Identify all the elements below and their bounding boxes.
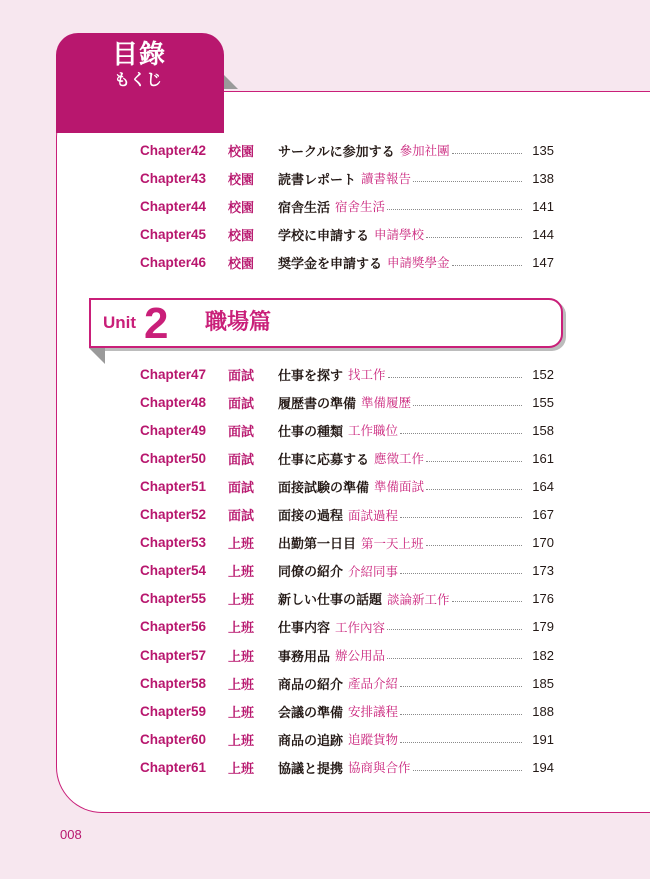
chapter-label: Chapter51: [140, 478, 207, 494]
page-ref: 155: [532, 394, 554, 410]
japanese-title: 仕事に応募する: [278, 452, 370, 468]
dot-leader: [387, 199, 522, 210]
chinese-title: 第一天上班: [361, 535, 424, 551]
japanese-title: 協議と提携: [278, 761, 344, 777]
dot-leader: [388, 367, 522, 378]
toc-entry[interactable]: [140, 729, 554, 749]
chapter-label: Chapter53: [140, 535, 207, 551]
page-number: 008: [60, 827, 82, 842]
japanese-title: 会議の準備: [278, 705, 344, 721]
chapter-label: Chapter60: [140, 731, 207, 747]
category-label: 上班: [228, 621, 255, 637]
category-label: 上班: [228, 537, 255, 553]
japanese-title: 仕事内容: [278, 621, 331, 637]
dot-leader: [426, 451, 522, 462]
chinese-title: 申請獎學金: [387, 255, 450, 270]
chinese-title: 產品介紹: [348, 676, 399, 692]
japanese-title: 仕事を探す: [278, 368, 344, 384]
chapter-label: Chapter58: [140, 675, 207, 691]
category-label: 校園: [228, 200, 255, 216]
category-label: 校園: [228, 144, 255, 160]
chinese-title: 介紹同事: [348, 563, 399, 579]
chapter-label: Chapter43: [140, 170, 207, 186]
category-label: 面試: [228, 480, 255, 496]
page-ref: 191: [532, 731, 554, 747]
chinese-title: 協商與合作: [348, 760, 411, 776]
japanese-title: 商品の紹介: [278, 677, 344, 693]
chapter-label: Chapter45: [140, 226, 207, 242]
japanese-title: 面接試験の準備: [278, 480, 370, 496]
toc-entry[interactable]: [140, 757, 554, 777]
toc-entry[interactable]: [140, 224, 554, 244]
page-ref: 188: [532, 703, 554, 719]
category-label: 上班: [228, 649, 255, 665]
japanese-title: 新しい仕事の話題: [278, 593, 383, 609]
page-ref: 141: [532, 198, 554, 214]
toc-entry[interactable]: [140, 420, 554, 440]
japanese-title: 同僚の紹介: [278, 565, 344, 581]
category-label: 校園: [228, 228, 255, 244]
dot-leader: [400, 507, 522, 518]
toc-entry[interactable]: [140, 533, 554, 553]
chapter-label: Chapter56: [140, 619, 207, 635]
chinese-title: 工作內容: [335, 619, 386, 635]
category-label: 面試: [228, 396, 255, 412]
chinese-title: 讀書報告: [361, 171, 412, 186]
chapter-label: Chapter61: [140, 759, 207, 775]
page-ref: 147: [532, 254, 554, 270]
page-ref: 179: [532, 619, 554, 635]
japanese-title: 出勤第一日目: [278, 537, 357, 553]
chapter-label: Chapter48: [140, 394, 207, 410]
dot-leader: [387, 648, 522, 659]
chapter-label: Chapter57: [140, 647, 207, 663]
toc-entry[interactable]: [140, 673, 554, 693]
chinese-title: 準備面試: [374, 479, 425, 495]
category-label: 面試: [228, 424, 255, 440]
unit-label: Unit: [103, 313, 137, 332]
page-ref: 164: [532, 478, 554, 494]
toc-entry[interactable]: [140, 701, 554, 721]
chinese-title: 談論新工作: [387, 591, 450, 607]
chapter-label: Chapter52: [140, 507, 207, 522]
dot-leader: [400, 676, 522, 687]
toc-entry[interactable]: [140, 448, 554, 468]
chinese-title: 參加社團: [399, 143, 450, 158]
category-label: 面試: [228, 509, 255, 524]
dot-leader: [400, 563, 522, 574]
page-ref: 138: [532, 170, 554, 186]
chapter-label: Chapter46: [140, 254, 207, 270]
toc-entry[interactable]: [140, 589, 554, 609]
category-label: 上班: [228, 761, 255, 777]
dot-leader: [387, 619, 522, 630]
dot-leader: [452, 143, 522, 154]
category-label: 校園: [228, 172, 255, 188]
page-ref: 182: [532, 647, 554, 663]
dot-leader: [452, 255, 522, 266]
page-ref: 173: [532, 563, 554, 579]
chapter-label: Chapter55: [140, 591, 207, 607]
dot-leader: [426, 479, 522, 490]
chinese-title: 應徵工作: [374, 451, 425, 467]
page-ref: 158: [532, 422, 554, 438]
chinese-title: 準備履歷: [361, 395, 412, 411]
chapter-label: Chapter59: [140, 703, 207, 719]
unit-banner-fold: [89, 348, 105, 364]
chinese-title: 工作職位: [348, 423, 399, 439]
unit-number: 2: [144, 299, 169, 348]
toc-entry[interactable]: [140, 252, 554, 272]
page-ref: 170: [532, 535, 554, 551]
chinese-title: 安排議程: [348, 704, 399, 720]
toc-entry[interactable]: [140, 505, 554, 525]
japanese-title: 履歴書の準備: [278, 396, 357, 412]
toc-entry[interactable]: [140, 364, 554, 384]
toc-entry[interactable]: [140, 392, 554, 412]
chinese-title: 宿舍生活: [335, 199, 386, 214]
chapter-label: Chapter47: [140, 366, 207, 382]
page-ref: 176: [532, 591, 554, 607]
toc-entry[interactable]: [140, 561, 554, 581]
page-ref: 185: [532, 675, 554, 691]
header-tab-fold: [224, 75, 238, 89]
dot-leader: [400, 732, 522, 743]
japanese-title: 事務用品: [278, 649, 331, 665]
japanese-title: 面接の過程: [278, 509, 344, 524]
category-label: 面試: [228, 452, 255, 468]
chinese-title: 辦公用品: [335, 648, 386, 663]
category-label: 上班: [228, 733, 255, 749]
toc-entry[interactable]: [140, 140, 554, 160]
chinese-title: 找工作: [348, 367, 386, 382]
japanese-title: 仕事の種類: [278, 424, 344, 440]
unit-title: 職場篇: [205, 310, 272, 335]
toc-entry[interactable]: [140, 476, 554, 496]
toc-entry[interactable]: [140, 168, 554, 188]
japanese-title: 学校に申請する: [278, 228, 370, 244]
page-ref: 194: [532, 759, 554, 775]
category-label: 校園: [228, 256, 255, 272]
page-ref: 144: [532, 226, 554, 242]
chinese-title: 申請學校: [374, 227, 425, 242]
page-ref: 152: [532, 366, 554, 382]
chinese-title: 追蹤貨物: [348, 732, 399, 748]
japanese-title: 宿舎生活: [278, 200, 331, 216]
japanese-title: サークルに参加する: [278, 144, 395, 160]
page-ref: 161: [532, 450, 554, 466]
dot-leader: [426, 227, 522, 238]
dot-leader: [400, 423, 522, 434]
dot-leader: [413, 760, 522, 771]
japanese-title: 奨学金を申請する: [278, 256, 383, 272]
chapter-label: Chapter50: [140, 450, 207, 466]
page-ref: 135: [532, 142, 554, 158]
category-label: 面試: [228, 368, 255, 384]
page-ref: 167: [532, 507, 554, 522]
dot-leader: [426, 535, 522, 546]
toc-entry[interactable]: [140, 196, 554, 216]
toc-entry[interactable]: [140, 617, 554, 637]
category-label: 上班: [228, 705, 255, 721]
japanese-title: 読書レポート: [278, 172, 357, 188]
chinese-title: 面試過程: [348, 507, 399, 523]
dot-leader: [400, 704, 522, 715]
chapter-label: Chapter54: [140, 563, 207, 579]
chapter-label: Chapter42: [140, 142, 207, 158]
dot-leader: [413, 395, 522, 406]
dot-leader: [413, 171, 522, 182]
dot-leader: [452, 591, 522, 602]
category-label: 上班: [228, 677, 255, 693]
page-subtitle: もくじ: [114, 70, 163, 89]
toc-entry[interactable]: [140, 645, 554, 665]
japanese-title: 商品の追跡: [278, 733, 344, 749]
chapter-label: Chapter49: [140, 422, 207, 438]
page-title: 目錄: [112, 40, 167, 70]
category-label: 上班: [228, 593, 255, 609]
category-label: 上班: [228, 565, 255, 581]
chapter-label: Chapter44: [140, 198, 207, 214]
